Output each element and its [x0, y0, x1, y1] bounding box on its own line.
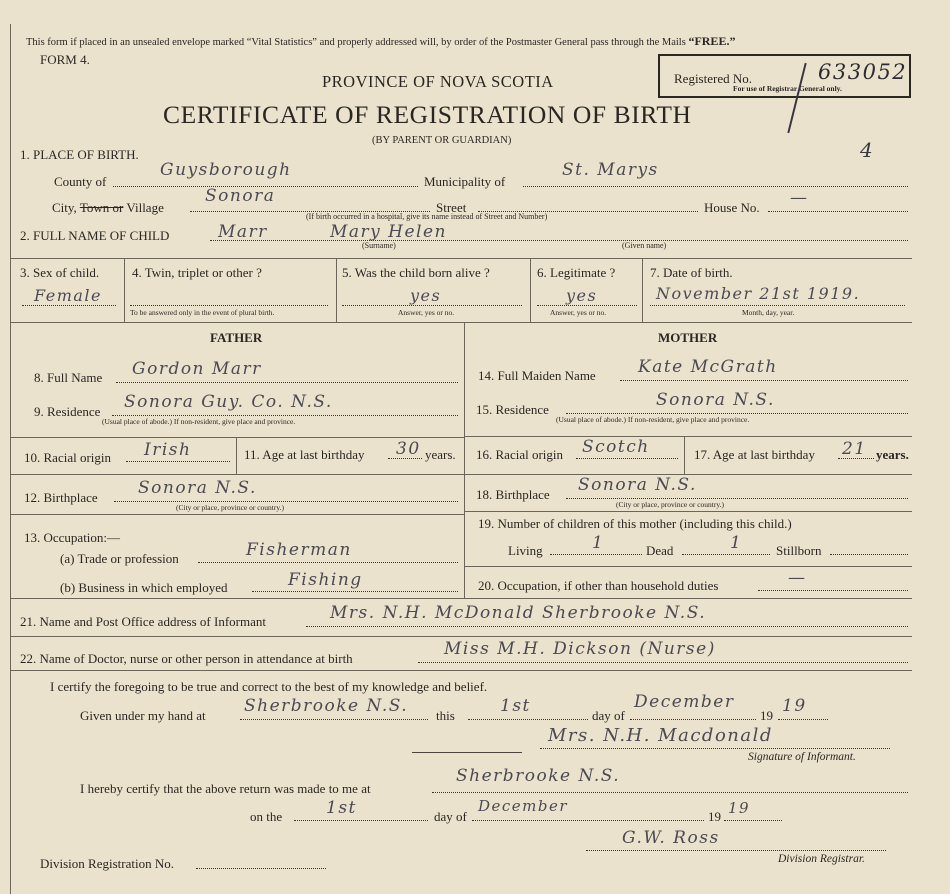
registrar-signature: G.W. Ross	[622, 828, 720, 848]
grid-div-2	[336, 258, 337, 322]
mother-grid-divider	[684, 436, 685, 474]
child-name-line	[210, 240, 908, 241]
given-place-value: Sherbrooke N.S.	[244, 696, 409, 716]
business-value: Fishing	[288, 570, 363, 590]
business-line	[252, 591, 458, 592]
province-heading: PROVINCE OF NOVA SCOTIA	[322, 72, 554, 91]
father-residence-label: 9. Residence	[34, 404, 101, 419]
father-grid-line-1	[10, 437, 464, 438]
trade-value: Fisherman	[246, 540, 352, 560]
page-title: CERTIFICATE OF REGISTRATION OF BIRTH	[163, 100, 692, 129]
sex-label: 3. Sex of child.	[20, 265, 100, 280]
children-count-label: 19. Number of children of this mother (including this child.)	[478, 516, 792, 531]
stillborn-label: Stillborn	[776, 543, 822, 558]
registered-number: 633052	[818, 60, 908, 84]
registrar-month-value: December	[478, 797, 569, 815]
doctor-value: Miss M.H. Dickson (Nurse)	[444, 639, 716, 659]
street-label: Street	[436, 200, 467, 215]
division-registrar-caption: Division Registrar.	[778, 853, 865, 865]
municipality-label: Municipality of	[424, 174, 506, 189]
registrar-month-line	[472, 820, 704, 821]
mother-name-line	[620, 380, 908, 381]
father-name-label: 8. Full Name	[34, 370, 103, 385]
county-value: Guysborough	[160, 160, 292, 180]
registrar-day-of: day of	[434, 809, 467, 824]
registrar-statement: I hereby certify that the above return was made to me at	[80, 781, 371, 796]
father-birthplace-line	[114, 501, 458, 502]
dead-line	[682, 554, 770, 555]
legitimate-line	[537, 305, 637, 306]
father-years: years.	[425, 447, 456, 462]
mother-residence-line	[566, 413, 908, 414]
father-name-line	[116, 382, 458, 383]
parents-divider	[464, 322, 465, 598]
informant-signature-caption: Signature of Informant.	[748, 751, 856, 763]
certify-day-line	[468, 719, 588, 720]
hospital-note: (If birth occurred in a hospital, give its name instead of Street and Number)	[306, 212, 548, 221]
mother-heading: MOTHER	[658, 330, 718, 345]
business-label: (b) Business in which employed	[60, 580, 228, 595]
mother-age-value: 21	[842, 439, 867, 459]
registrar-year-value: 19	[728, 799, 751, 817]
registrar-on-the: on the	[250, 809, 283, 824]
mother-racial-line	[576, 458, 678, 459]
twin-line	[130, 305, 328, 306]
certify-day-of: day of	[592, 708, 625, 723]
division-registration-label: Division Registration No.	[40, 856, 174, 871]
father-age-label: 11. Age at last birthday	[244, 447, 365, 462]
corner-mark: 4	[860, 138, 875, 162]
sex-value: Female	[34, 286, 102, 305]
mother-residence-label: 15. Residence	[476, 402, 549, 417]
father-residence-line	[112, 415, 458, 416]
this-label: this	[436, 708, 455, 723]
father-birthplace-note: (City or place, province or country.)	[176, 503, 285, 512]
birth-date-note: Month, day, year.	[742, 308, 795, 317]
child-given-name: Mary Helen	[330, 222, 448, 242]
mother-birthplace-line	[566, 498, 908, 499]
certify-statement: I certify the foregoing to be true and correct to the best of my knowledge and belief.	[50, 679, 488, 694]
alive-note: Answer, yes or no.	[398, 308, 455, 317]
twin-note: To be answered only in the event of plural birth.	[130, 308, 275, 317]
informant-label: 21. Name and Post Office address of Informant	[20, 614, 266, 629]
trade-line	[198, 562, 458, 563]
stillborn-line	[830, 554, 908, 555]
house-line	[768, 211, 908, 212]
certify-day-value: 1st	[500, 696, 531, 716]
mother-grid-line-3	[464, 511, 912, 512]
mother-racial-label: 16. Racial origin	[476, 447, 564, 462]
father-racial-line	[126, 461, 230, 462]
place-of-birth-label: 1. PLACE OF BIRTH.	[20, 147, 139, 162]
division-registration-line	[196, 868, 326, 869]
mother-residence-note: (Usual place of abode.) If non-resident, give place and province.	[556, 415, 750, 424]
living-line	[550, 554, 642, 555]
registrar-day-value: 1st	[326, 798, 357, 818]
municipality-value: St. Marys	[562, 160, 659, 180]
father-grid-line-2	[10, 474, 464, 475]
birth-date-label: 7. Date of birth.	[650, 265, 733, 280]
form-number: FORM 4.	[40, 52, 90, 67]
house-label: House No.	[704, 200, 760, 215]
legitimate-note: Answer, yes or no.	[550, 308, 607, 317]
mother-age-label: 17. Age at last birthday	[694, 447, 815, 462]
grid-div-4	[642, 258, 643, 322]
doctor-label: 22. Name of Doctor, nurse or other person in attendance at birth	[20, 651, 353, 666]
occupation-label: 13. Occupation:—	[24, 530, 121, 545]
doctor-line	[418, 662, 908, 663]
grid-div-3	[530, 258, 531, 322]
father-birthplace-label: 12. Birthplace	[24, 490, 98, 505]
mother-occupation-label: 20. Occupation, if other than household duties	[478, 578, 719, 593]
informant-top-line	[10, 598, 912, 599]
dead-value: 1	[730, 533, 743, 553]
alive-value: yes	[410, 286, 442, 305]
mother-name-value: Kate McGrath	[638, 357, 778, 377]
sex-line	[22, 305, 116, 306]
given-name-caption: (Given name)	[622, 241, 667, 250]
grid-bottom	[10, 322, 912, 323]
legitimate-label: 6. Legitimate ?	[537, 265, 616, 280]
father-residence-note: (Usual place of abode.) If non-resident, give place and province.	[102, 417, 296, 426]
registrar-place-value: Sherbrooke N.S.	[456, 766, 621, 786]
left-border	[10, 24, 11, 894]
registrar-place-line	[432, 792, 908, 793]
city-value: Sonora	[205, 186, 276, 206]
alive-line	[342, 305, 522, 306]
postal-notice: This form if placed in an unsealed envelope marked “Vital Statistics” and properly addressed will, by order of the Postmaster General pass through the Mails “FREE.”	[26, 34, 736, 48]
living-value: 1	[592, 533, 605, 553]
city-label: City, Town or Village	[52, 200, 164, 215]
registrar-year-prefix: 19	[708, 809, 721, 824]
given-under-label: Given under my hand at	[80, 708, 206, 723]
mother-name-label: 14. Full Maiden Name	[478, 368, 596, 383]
trade-label: (a) Trade or profession	[60, 551, 179, 566]
father-residence-value: Sonora Guy. Co. N.S.	[124, 392, 333, 412]
short-rule	[412, 752, 522, 753]
certify-month-line	[630, 719, 756, 720]
registrar-day-line	[294, 820, 428, 821]
certify-year-line	[778, 719, 828, 720]
living-label: Living	[508, 543, 543, 558]
father-racial-value: Irish	[144, 440, 192, 460]
child-name-label: 2. FULL NAME OF CHILD	[20, 228, 170, 243]
county-label: County of	[54, 174, 107, 189]
twin-label: 4. Twin, triplet or other ?	[132, 265, 262, 280]
child-surname: Marr	[218, 222, 268, 242]
certify-year-value: 19	[782, 696, 807, 716]
mother-grid-line-1	[464, 436, 912, 437]
father-birthplace-value: Sonora N.S.	[138, 478, 257, 498]
certify-month-value: December	[634, 692, 735, 712]
grid-top	[10, 258, 912, 259]
page-subtitle: (BY PARENT OR GUARDIAN)	[372, 135, 512, 146]
doctor-bottom-line	[10, 670, 912, 671]
birth-date-value: November 21st 1919.	[656, 284, 861, 303]
father-name-value: Gordon Marr	[132, 359, 262, 379]
dead-label: Dead	[646, 543, 674, 558]
mother-grid-line-4	[464, 566, 912, 567]
house-value: —	[790, 188, 809, 208]
mother-birthplace-label: 18. Birthplace	[476, 487, 550, 502]
father-age-value: 30	[396, 439, 421, 459]
mother-occupation-line	[758, 590, 908, 591]
informant-line	[306, 626, 908, 627]
legitimate-value: yes	[566, 286, 598, 305]
surname-caption: (Surname)	[362, 241, 396, 250]
given-place-line	[240, 719, 428, 720]
registrar-use-note: For use of Registrar General only.	[733, 84, 842, 93]
birth-date-line	[650, 305, 905, 306]
mother-birthplace-value: Sonora N.S.	[578, 475, 697, 495]
municipality-line	[523, 186, 908, 187]
certify-year-prefix: 19	[760, 708, 773, 723]
father-heading: FATHER	[210, 330, 263, 345]
mother-racial-value: Scotch	[582, 437, 650, 457]
mother-occupation-value: —	[788, 568, 807, 588]
father-racial-label: 10. Racial origin	[24, 450, 112, 465]
mother-residence-value: Sonora N.S.	[656, 390, 775, 410]
registrar-year-line	[724, 820, 782, 821]
registered-label: Registered No.	[674, 71, 752, 86]
alive-label: 5. Was the child born alive ?	[342, 265, 490, 280]
informant-signature-line	[540, 748, 890, 749]
informant-signature: Mrs. N.H. Macdonald	[548, 725, 773, 746]
father-grid-divider	[236, 437, 237, 474]
informant-value: Mrs. N.H. McDonald Sherbrooke N.S.	[330, 603, 707, 623]
mother-birthplace-note: (City or place, province or country.)	[616, 500, 725, 509]
doctor-top-line	[10, 636, 912, 637]
grid-div-1	[124, 258, 125, 322]
mother-years: years.	[876, 447, 909, 462]
registrar-signature-line	[586, 850, 886, 851]
father-grid-line-3	[10, 514, 464, 515]
